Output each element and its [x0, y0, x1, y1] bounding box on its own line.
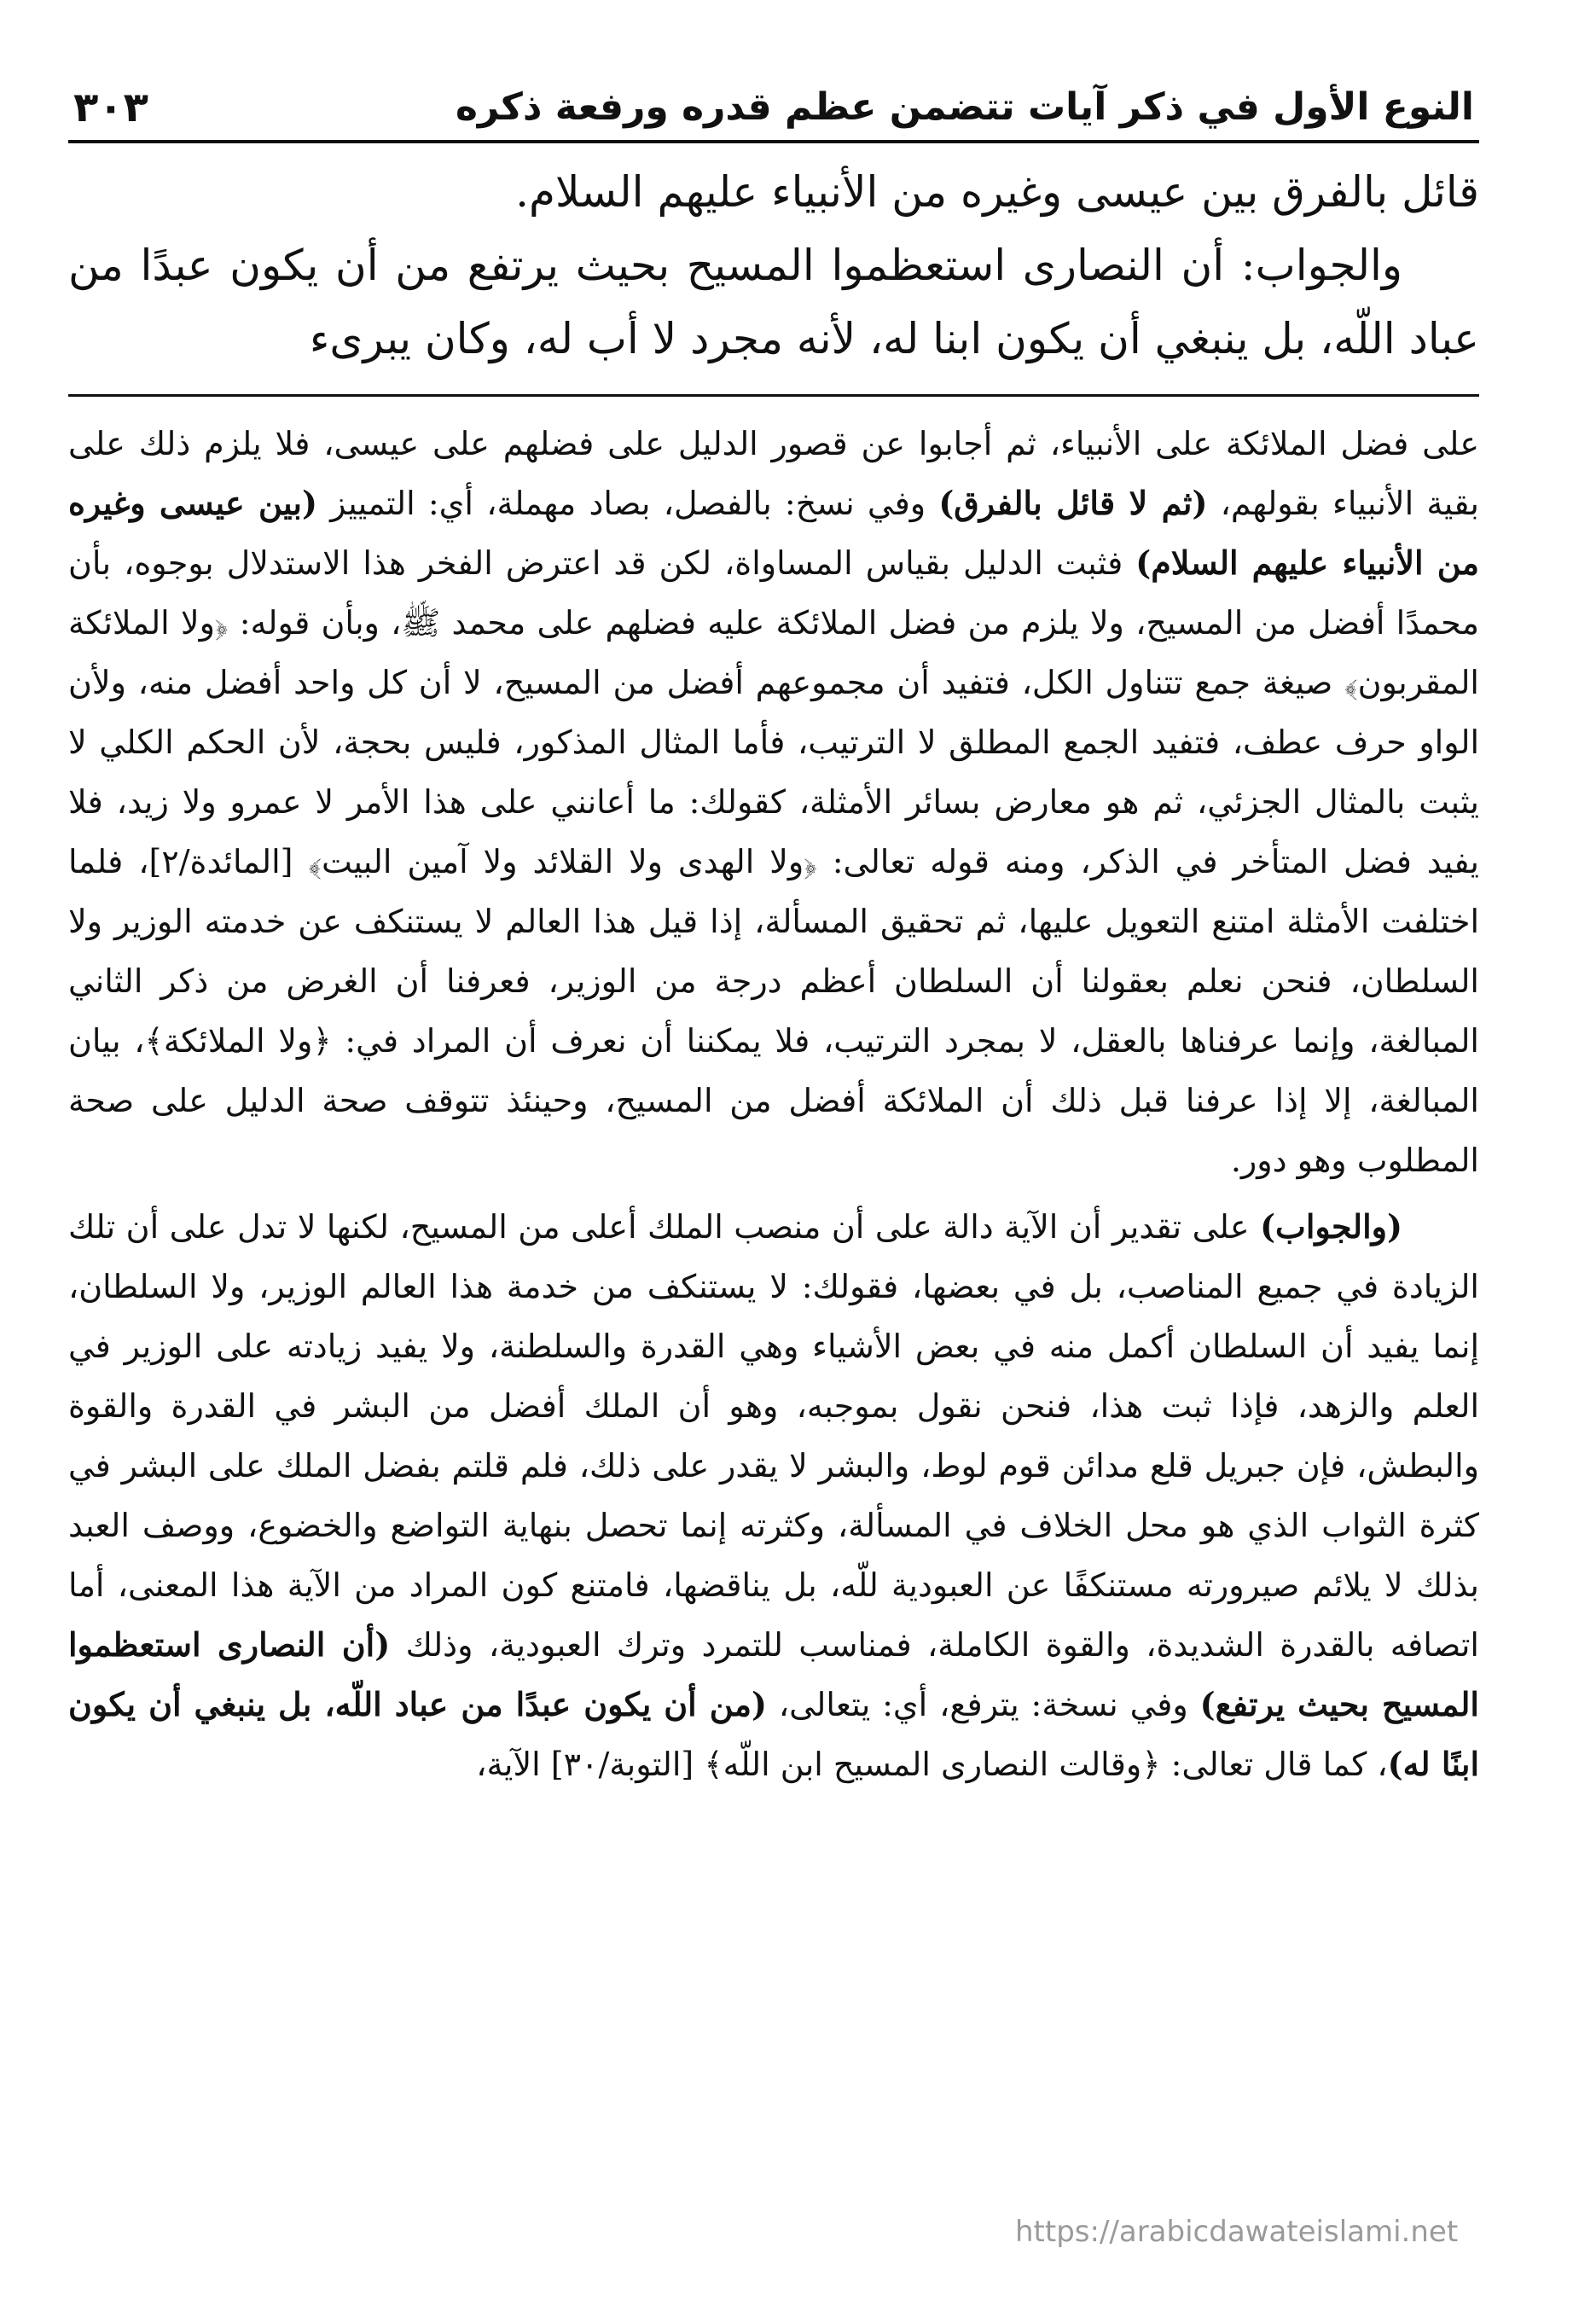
- fn1-lemma-1: (ثم لا قائل بالفرق): [938, 484, 1208, 522]
- fn1-text-c: وفي نسخ: بالفصل، بصاد مهملة، أي: التمييز: [316, 485, 939, 522]
- footnote-paragraph-1: [68, 414, 1479, 1190]
- fn2-text-f: ، كما قال تعالى: ﴿وقالت النصارى المسيح ابن اللّه﴾ [التوبة/٣٠] الآية،: [476, 1746, 1388, 1783]
- fn2-lemma-3: (من أن يكون عبدًا من عباد اللّه، بل ينبغي أن يكون ابنًا له): [68, 1685, 1479, 1783]
- fn2-text-b: على تقدير أن الآية دالة على أن منصب الملك أعلى من المسيح، لكنها لا تدل على أن تلك الزيادة في جميع المناصب، بل في بعضها، فقولك: لا يستنكف من خدمة هذا العالم الوزير، ولا السلطان، إنما يفيد أن السلطان أكمل منه في بعض الأشياء وهي القدرة والسلطنة، ولا يفيد زيادته على الوزير في العلم والزهد، فإذا ثبت هذا، فنحن نقول بموجبه، وهو أن الملك أفضل من البشر في القدرة والقوة والبطش، فإن جبريل قلع مدائن قوم لوط، والبشر لا يقدر على ذلك، فلم قلتم بفضل الملك على البشر في كثرة الثواب الذي هو محل الخلاف في المسألة، وكثرته إنما تحصل بنهاية التواضع والخضوع، ووصف العبد بذلك لا يلائم صيرورته مستنكفًا عن العبودية للّه، بل يناقضها، فامتنع كون المراد من الآية هذا المعنى، أما اتصافه بالقدرة الشديدة، والقوة الكاملة، فمناسب للتمرد وترك العبودية، وذلك: [68, 1208, 1480, 1664]
- footnote-commentary: [68, 414, 1479, 1794]
- fn1-text-e: فثبت الدليل بقياس المساواة، لكن قد اعترض الفخر هذا الاستدلال بوجوه، بأن محمدًا أفضل من المسيح، ولا يلزم من فضل الملائكة عليه فضلهم على محمد ﷺ، وبأن قوله: ﴿ولا الملائكة المقربون﴾ صيغة جمع تتناول الكل، فتفيد أن مجموعهم أفضل من المسيح، لا أن كل واحد أفضل منه، ولأن الواو حرف عطف، فتفيد الجمع المطلق لا الترتيب، فأما المثال المذكور، فليس بحجة، لأن الحكم الكلي لا يثبت بالمثال الجزئي، ثم هو معارض بسائر الأمثلة، كقولك: ما أعانني على هذا الأمر لا عمرو ولا زيد، فلا يفيد فضل المتأخر في الذكر، ومنه قوله تعالى: ﴿ولا الهدى ولا القلائد ولا آمين البيت﴾ [المائدة/٢]، فلما اختلفت الأمثلة امتنع التعويل عليها، ثم تحقيق المسألة، إذا قيل هذا العالم لا يستنكف عن خدمته الوزير ولا السلطان، فنحن نعلم بعقولنا أن السلطان أعظم درجة من الوزير، فعرفنا أن الغرض من ذكر الثاني المبالغة، وإنما عرفناها بالعقل، لا بمجرد الترتيب، فلا يمكننا أن نعرف أن المراد في: ﴿ولا الملائكة﴾، بيان المبالغة، إلا إذا عرفنا قبل ذلك أن الملائكة أفضل من المسيح، وحينئذ تتوقف صحة الدليل على صحة المطلوب وهو دور.: [68, 544, 1479, 1179]
- watermark-url: https://arabicdawateislami.net: [1015, 2215, 1459, 2249]
- fn2-lemma-2: (أن النصارى استعظموا المسيح بحيث يرتفع): [68, 1625, 1479, 1723]
- main-text: [68, 155, 1479, 375]
- fn1-lemma-2: (بين عيسى وغيره من الأنبياء عليهم السلام): [68, 484, 1479, 582]
- running-head: [68, 77, 1479, 143]
- fn2-text-d: وفي نسخة: يترفع، أي: يتعالى،: [767, 1686, 1200, 1723]
- main-paragraph-2: والجواب: أن النصارى استعظموا المسيح بحيث يرتفع من أن يكون عبدًا من عباد اللّه، بل ينبغي أن يكون ابنا له، لأنه مجرد لا أب له، وكان يبرىء: [68, 241, 1479, 363]
- footnote-separator: [68, 394, 1479, 397]
- fn2-lemma-answer: (والجواب): [1260, 1207, 1402, 1246]
- header-title: النوع الأول في ذكر آيات تتضمن عظم قدره ورفعة ذكره: [455, 85, 1474, 129]
- footnote-paragraph-2: [68, 1197, 1479, 1794]
- fn1-text-a: على فضل الملائكة على الأنبياء، ثم أجابوا عن قصور الدليل على فضلهم على عيسى، فلا يلزم ذلك على بقية الأنبياء بقولهم،: [68, 425, 1479, 522]
- page-number: ٣٠٣: [73, 84, 148, 131]
- main-line-1: قائل بالفرق بين عيسى وغيره من الأنبياء عليهم السلام.: [515, 167, 1479, 217]
